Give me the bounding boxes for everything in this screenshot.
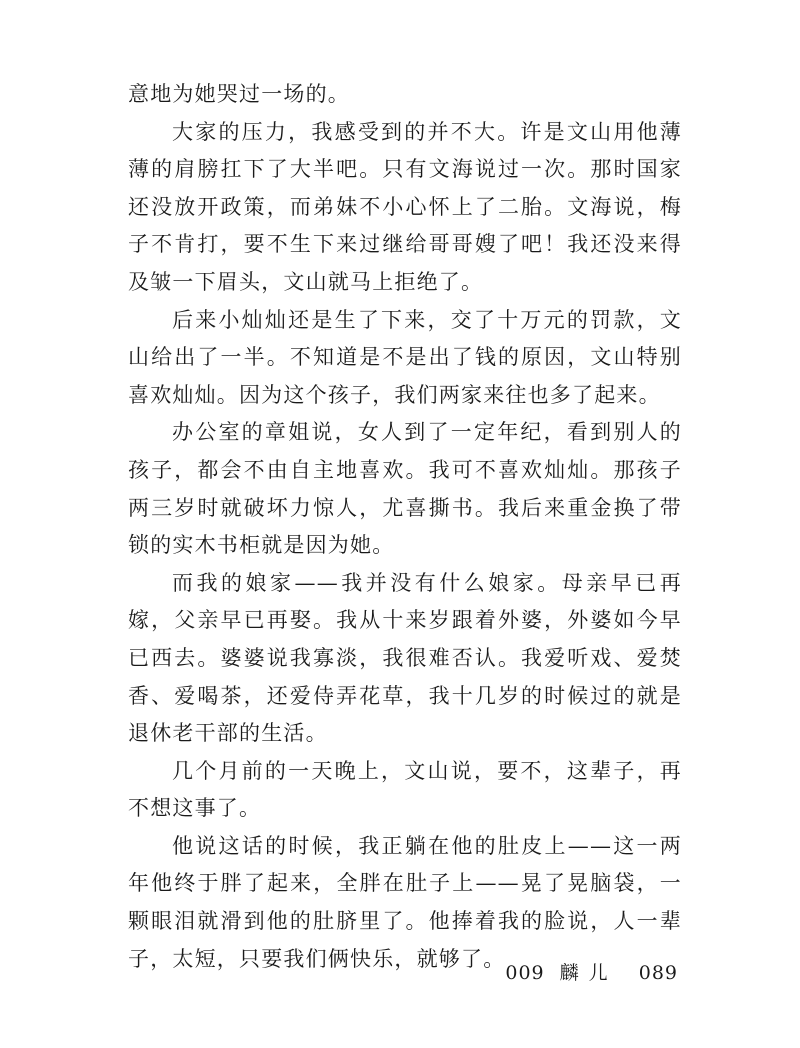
paragraph: 而我的娘家——我并没有什么娘家。母亲早已再嫁，父亲早已再娶。我从十来岁跟着外婆，外婆如今早已西去。婆婆说我寡淡，我很难否认。我爱听戏、爱焚香、爱喝茶，还爱侍弄花草，我十几岁的时候过的就是退休老干部的生活。 [128,570,682,746]
paragraph: 后来小灿灿还是生了下来，交了十万元的罚款，文山给出了一半。不知道是不是出了钱的原因，文山特别喜欢灿灿。因为这个孩子，我们两家来往也多了起来。 [128,307,682,407]
paragraph: 办公室的章姐说，女人到了一定年纪，看到别人的孩子，都会不由自主地喜欢。我可不喜欢灿灿。那孩子两三岁时就破坏力惊人，尤喜撕书。我后来重金换了带锁的实木书柜就是因为她。 [128,420,682,558]
paragraph: 几个月前的一天晚上，文山说，要不，这辈子，再不想这事了。 [128,758,682,821]
chapter-number: 009 [505,962,545,984]
running-footer [505,958,678,985]
page-number: 089 [638,962,678,984]
body-text [128,76,682,978]
paragraph: 他说这话的时候，我正躺在他的肚皮上——这一两年他终于胖了起来，全胖在肚子上——晃了晃脑袋，一颗眼泪就滑到他的肚脐里了。他捧着我的脸说，人一辈子，太短，只要我们俩快乐，就够了。 [128,833,682,971]
paragraph: 大家的压力，我感受到的并不大。许是文山用他薄薄的肩膀扛下了大半吧。只有文海说过一次。那时国家还没放开政策，而弟妹不小心怀上了二胎。文海说，梅子不肯打，要不生下来过继给哥哥嫂了吧！我还没来得及皱一下眉头，文山就马上拒绝了。 [128,119,682,294]
paragraph-continuation: 意地为她哭过一场的。 [128,82,350,106]
chapter-title: 麟儿 [559,962,618,984]
